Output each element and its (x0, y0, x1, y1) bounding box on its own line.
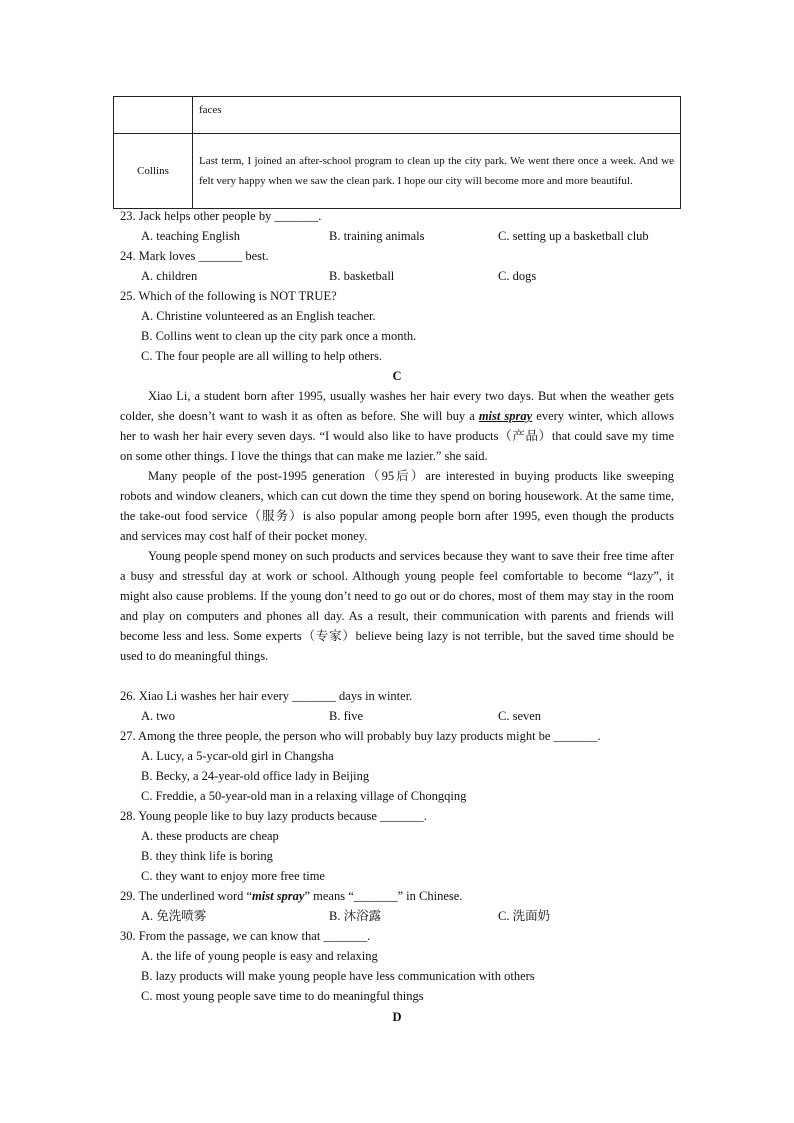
question-23-option-c: C. setting up a basketball club (498, 229, 649, 243)
paragraph-1-start: Xiao Li, a student born after 1995, usually washes her hair every two days. But when the weather gets colder, she doesn’t want to wash it as often as before. She will buy a (120, 389, 674, 423)
question-28-stem: 28. Young people like to buy lazy products because _______. (120, 809, 427, 823)
paragraph-1-end: every winter, which allows her to wash her hair every seven days. “I would also like to have products（产品）that could save my time on some other things. I love the things that can make me lazier.” she said. (120, 409, 674, 463)
table-row (114, 97, 681, 134)
profiles-table (113, 96, 681, 209)
table-text-cell: Last term, I joined an after-school program to clean up the city park. We went there once a week. And we felt very happy when we saw the clean park. I hope our city will become more and more beautiful. (193, 134, 681, 209)
question-30-option-c: C. most young people save time to do meaningful things (141, 989, 424, 1003)
question-26-option-a: A. two (141, 709, 176, 723)
question-25-option-b: B. Collins went to clean up the city park once a month. (141, 329, 417, 343)
question-24-stem: 24. Mark loves _______ best. (120, 249, 269, 263)
question-26-option-b: B. five (329, 709, 364, 723)
question-27-option-a: A. Lucy, a 5-ycar-old girl in Changsha (141, 749, 334, 763)
table-name-cell: Collins (114, 134, 193, 209)
question-29-stem (120, 886, 462, 906)
table-row (114, 134, 681, 209)
section-d-heading: D (392, 1010, 402, 1024)
question-27-option-b: B. Becky, a 24-year-old office lady in Beijing (141, 769, 370, 783)
question-29-option-a: A. 免洗喷雾 (141, 909, 207, 923)
question-25-stem: 25. Which of the following is NOT TRUE? (120, 289, 337, 303)
section-c-heading: C (392, 369, 402, 383)
passage-paragraph-1 (120, 386, 674, 466)
question-30-option-a: A. the life of young people is easy and relaxing (141, 949, 378, 963)
question-23-stem: 23. Jack helps other people by _______. (120, 209, 322, 223)
question-27-stem: 27. Among the three people, the person who will probably buy lazy products might be _______. (120, 729, 601, 743)
question-26-stem: 26. Xiao Li washes her hair every _______ days in winter. (120, 689, 413, 703)
question-24-option-a: A. children (141, 269, 198, 283)
question-30-option-b: B. lazy products will make young people have less communication with others (141, 969, 535, 983)
question-29-stem-start: 29. The underlined word “ (120, 889, 253, 903)
mist-spray-term: mist spray (478, 409, 533, 423)
question-29-stem-end: ” means “_______” in Chinese. (304, 889, 463, 903)
passage-c (120, 386, 674, 666)
question-29-term: mist spray (252, 889, 305, 903)
table-name-cell (114, 97, 193, 134)
question-25-option-a: A. Christine volunteered as an English teacher. (141, 309, 376, 323)
question-23-option-a: A. teaching English (141, 229, 240, 243)
question-28-option-a: A. these products are cheap (141, 829, 279, 843)
question-24-option-b: B. basketball (329, 269, 395, 283)
question-25-option-c: C. The four people are all willing to help others. (141, 349, 383, 363)
table-text-cell: faces (193, 97, 681, 134)
question-29-option-c: C. 洗面奶 (498, 909, 551, 923)
question-28-option-b: B. they think life is boring (141, 849, 273, 863)
question-26-option-c: C. seven (498, 709, 542, 723)
question-28-option-c: C. they want to enjoy more free time (141, 869, 325, 883)
question-30-stem: 30. From the passage, we can know that _______. (120, 929, 371, 943)
question-27-option-c: C. Freddie, a 50-year-old man in a relaxing village of Chongqing (141, 789, 467, 803)
passage-paragraph-3: Young people spend money on such products and services because they want to save their free time after a busy and stressful day at work or school. Although young people feel comfortable to become “lazy”, it might also cause problems. If the young don’t need to go out or do chores, most of them may stay in the room and play on computers and phones all day. As a result, their communication with parents and friends will become less and less. Some experts（专家）believe being lazy is not terrible, but the saved time should be used to do meaningful things. (120, 549, 674, 663)
passage-paragraph-2: Many people of the post-1995 generation（95后）are interested in buying products like sweeping robots and window cleaners, which can cut down the time they spend on boring housework. At the same time, the take-out food service（服务）is also popular among people born after 1995, even though the products and services may cost half of their pocket money. (120, 469, 674, 543)
question-29-option-b: B. 沐浴露 (329, 909, 382, 923)
question-23-option-b: B. training animals (329, 229, 425, 243)
question-24-option-c: C. dogs (498, 269, 537, 283)
